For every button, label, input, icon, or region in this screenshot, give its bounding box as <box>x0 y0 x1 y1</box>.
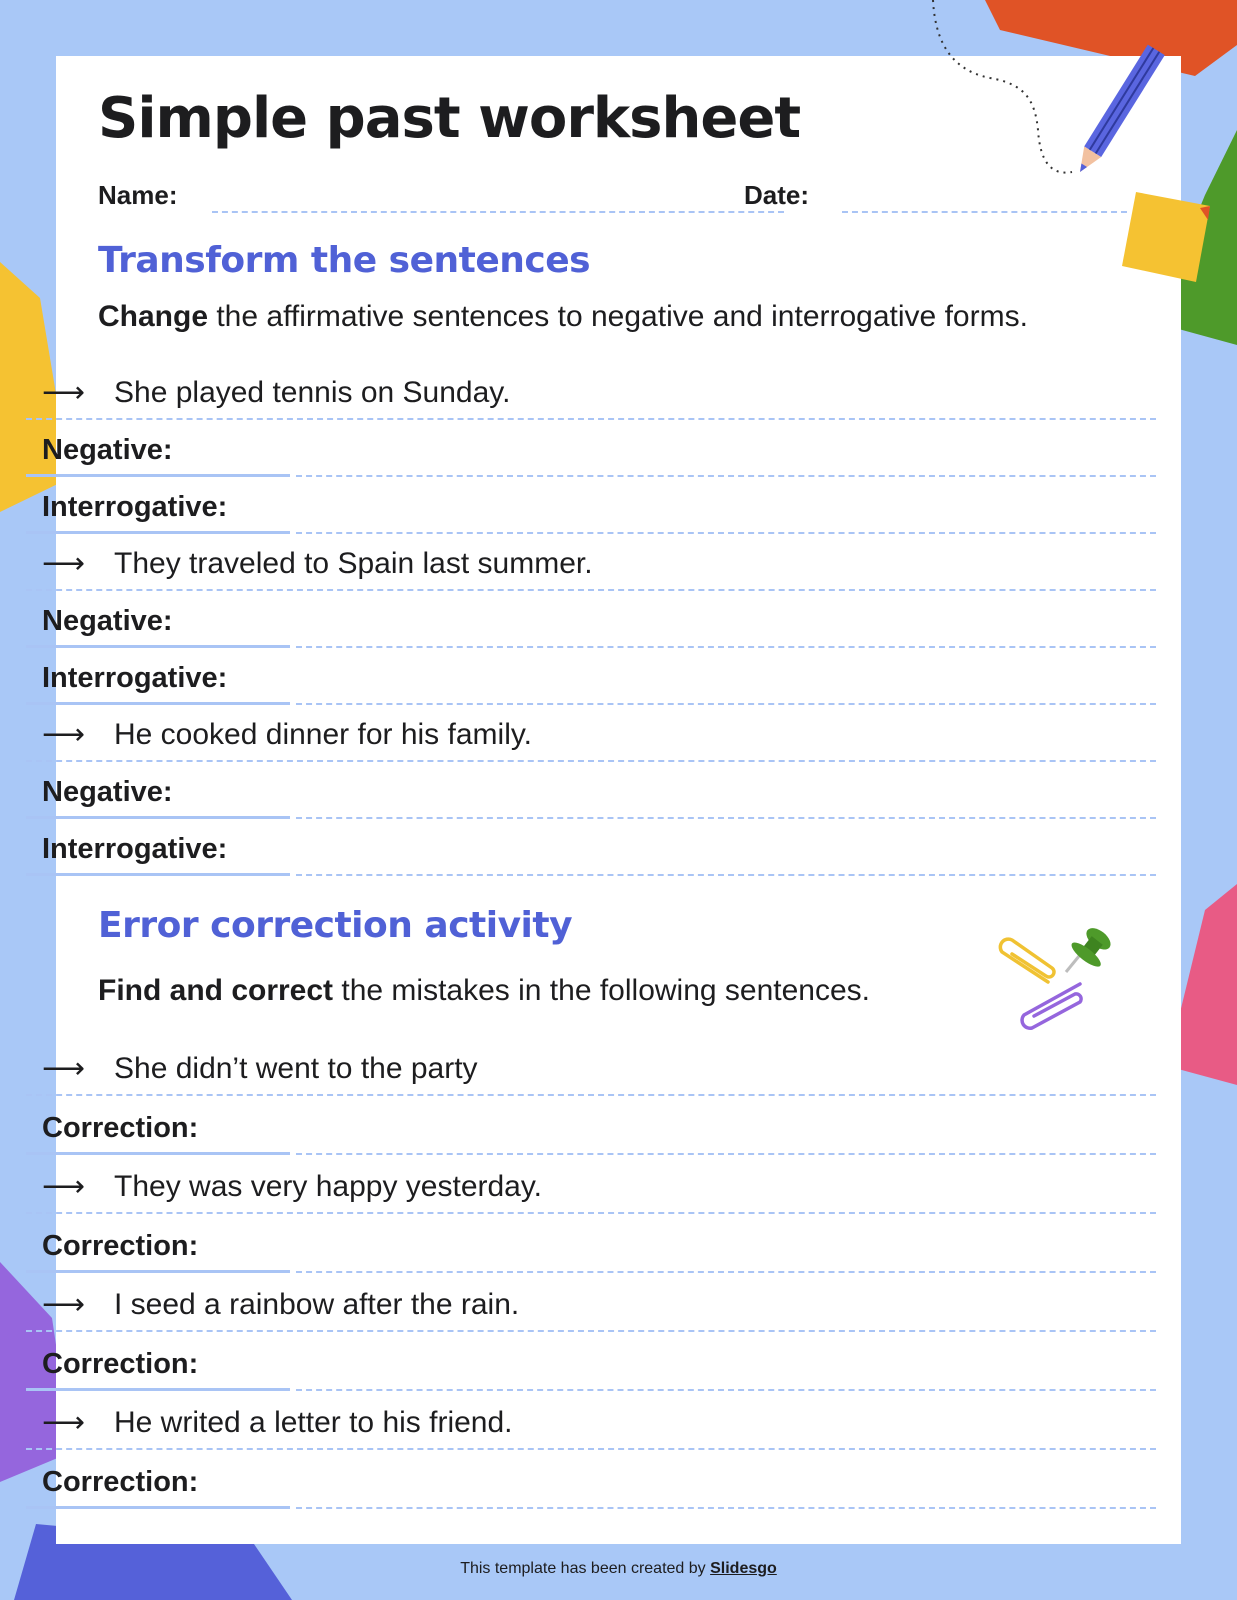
negative-label: Negative: <box>42 605 173 637</box>
arrow-icon: ⟶ <box>42 1052 86 1085</box>
arrow-icon: ⟶ <box>42 1288 86 1321</box>
correction-answer-row[interactable] <box>26 1452 1156 1509</box>
sentence-row <box>26 1039 1156 1096</box>
interrogative-label: Interrogative: <box>42 833 228 865</box>
footer-text: This template has been created by <box>460 1560 711 1577</box>
negative-label: Negative: <box>42 776 173 808</box>
sentence-row <box>26 1157 1156 1214</box>
instruction-text: the mistakes in the following sentences. <box>333 974 870 1007</box>
arrow-icon: ⟶ <box>42 1406 86 1439</box>
correction-answer-row[interactable] <box>26 1334 1156 1391</box>
dashed-line <box>26 1212 1156 1214</box>
answer-line <box>26 873 290 876</box>
correction-label: Correction: <box>42 1466 199 1498</box>
dashed-line <box>296 1153 1156 1155</box>
interrogative-answer-row[interactable] <box>26 477 1156 534</box>
section-heading-error-correction: Error correction activity <box>98 905 573 946</box>
answer-line <box>26 1152 290 1155</box>
name-field[interactable] <box>212 211 784 213</box>
arrow-icon: ⟶ <box>42 718 86 751</box>
sentence-row <box>26 534 1156 591</box>
sentence-text: He writed a letter to his friend. <box>114 1406 513 1439</box>
sentence-row <box>26 1393 1156 1450</box>
dashed-line <box>296 1507 1156 1509</box>
arrow-icon: ⟶ <box>42 1170 86 1203</box>
sentence-text: I seed a rainbow after the rain. <box>114 1288 520 1321</box>
dashed-line <box>26 1330 1156 1332</box>
negative-answer-row[interactable] <box>26 591 1156 648</box>
pencil-icon <box>930 0 1190 200</box>
interrogative-answer-row[interactable] <box>26 648 1156 705</box>
instruction-bold: Change <box>98 300 209 333</box>
answer-line <box>26 1388 290 1391</box>
slidesgo-link[interactable]: Slidesgo <box>710 1560 777 1577</box>
interrogative-label: Interrogative: <box>42 662 228 694</box>
sentence-row <box>26 1275 1156 1332</box>
negative-answer-row[interactable] <box>26 762 1156 819</box>
dashed-line <box>26 1448 1156 1450</box>
arrow-icon: ⟶ <box>42 376 86 409</box>
arrow-icon: ⟶ <box>42 547 86 580</box>
correction-label: Correction: <box>42 1112 199 1144</box>
sentence-text: They was very happy yesterday. <box>114 1170 542 1203</box>
negative-label: Negative: <box>42 434 173 466</box>
dashed-line <box>296 1389 1156 1391</box>
correction-label: Correction: <box>42 1230 199 1262</box>
dashed-line <box>296 1271 1156 1273</box>
sentence-text: She didn’t went to the party <box>114 1052 478 1085</box>
answer-line <box>26 1270 290 1273</box>
interrogative-label: Interrogative: <box>42 491 228 523</box>
dashed-line <box>26 1094 1156 1096</box>
page-title: Simple past worksheet <box>98 86 801 151</box>
dashed-line <box>296 874 1156 876</box>
sentence-text: She played tennis on Sunday. <box>114 376 511 409</box>
paperclips-and-pushpin-icon <box>990 920 1150 1050</box>
sentence-text: He cooked dinner for his family. <box>114 718 532 751</box>
negative-answer-row[interactable] <box>26 420 1156 477</box>
date-field[interactable] <box>842 211 1127 213</box>
answer-line <box>26 1506 290 1509</box>
sentence-row <box>26 705 1156 762</box>
name-label: Name: <box>98 180 178 210</box>
error-instruction <box>98 974 870 1008</box>
correction-answer-row[interactable] <box>26 1216 1156 1273</box>
correction-label: Correction: <box>42 1348 199 1380</box>
instruction-bold: Find and correct <box>98 974 334 1007</box>
transform-instruction <box>98 300 1028 334</box>
interrogative-answer-row[interactable] <box>26 819 1156 876</box>
date-label: Date: <box>744 180 810 210</box>
sticky-note-icon <box>1118 190 1218 290</box>
section-heading-transform: Transform the sentences <box>98 240 591 281</box>
instruction-text: the affirmative sentences to negative and interrogative forms. <box>208 300 1028 333</box>
correction-answer-row[interactable] <box>26 1098 1156 1155</box>
sentence-row <box>26 363 1156 420</box>
sentence-text: They traveled to Spain last summer. <box>114 547 593 580</box>
footer <box>0 1560 1237 1578</box>
